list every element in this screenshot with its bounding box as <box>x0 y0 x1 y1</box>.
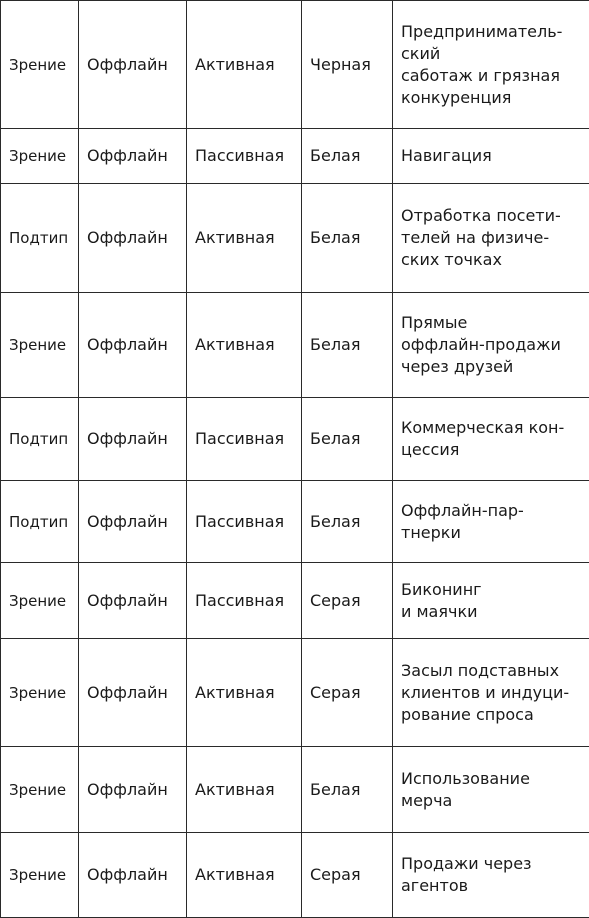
cell-color: Белая <box>302 184 393 293</box>
cell-description: Биконинг и маячки <box>393 563 589 639</box>
table-row <box>1 833 589 918</box>
cell-type: Зрение <box>1 293 79 398</box>
cell-description: Навигация <box>393 129 589 184</box>
cell-mode: Активная <box>187 833 302 918</box>
cell-color: Серая <box>302 639 393 747</box>
cell-description: Засыл подставных клиентов и индуци- рование спроса <box>393 639 589 747</box>
cell-channel: Оффлайн <box>79 398 187 481</box>
cell-color: Серая <box>302 563 393 639</box>
cell-description: Оффлайн-пар- тнерки <box>393 481 589 563</box>
cell-channel: Оффлайн <box>79 184 187 293</box>
cell-type: Подтип <box>1 398 79 481</box>
cell-description: Отработка посети- телей на физиче- ских точках <box>393 184 589 293</box>
cell-mode: Пассивная <box>187 563 302 639</box>
cell-description: Прямые оффлайн-продажи через друзей <box>393 293 589 398</box>
table-row <box>1 129 589 184</box>
cell-mode: Активная <box>187 293 302 398</box>
cell-color: Серая <box>302 833 393 918</box>
table-row <box>1 398 589 481</box>
cell-color: Черная <box>302 1 393 129</box>
cell-channel: Оффлайн <box>79 293 187 398</box>
cell-mode: Пассивная <box>187 398 302 481</box>
cell-color: Белая <box>302 293 393 398</box>
cell-type: Зрение <box>1 639 79 747</box>
cell-color: Белая <box>302 129 393 184</box>
cell-description: Продажи через агентов <box>393 833 589 918</box>
cell-mode: Активная <box>187 639 302 747</box>
cell-mode: Пассивная <box>187 129 302 184</box>
cell-mode: Пассивная <box>187 481 302 563</box>
cell-type: Зрение <box>1 833 79 918</box>
cell-channel: Оффлайн <box>79 833 187 918</box>
cell-color: Белая <box>302 481 393 563</box>
cell-channel: Оффлайн <box>79 563 187 639</box>
cell-color: Белая <box>302 747 393 833</box>
cell-color: Белая <box>302 398 393 481</box>
cell-mode: Активная <box>187 184 302 293</box>
cell-channel: Оффлайн <box>79 639 187 747</box>
cell-mode: Активная <box>187 747 302 833</box>
cell-channel: Оффлайн <box>79 481 187 563</box>
cell-type: Зрение <box>1 1 79 129</box>
cell-description: Использование мерча <box>393 747 589 833</box>
cell-description: Коммерческая кон- цессия <box>393 398 589 481</box>
table-row <box>1 747 589 833</box>
cell-type: Подтип <box>1 184 79 293</box>
cell-type: Зрение <box>1 129 79 184</box>
cell-channel: Оффлайн <box>79 129 187 184</box>
cell-channel: Оффлайн <box>79 1 187 129</box>
cell-description: Предприниматель- ский саботаж и грязная конкуренция <box>393 1 589 129</box>
cell-type: Зрение <box>1 747 79 833</box>
cell-mode: Активная <box>187 1 302 129</box>
table-row <box>1 481 589 563</box>
table-row <box>1 639 589 747</box>
table-row <box>1 1 589 129</box>
cell-channel: Оффлайн <box>79 747 187 833</box>
table-row <box>1 184 589 293</box>
cell-type: Подтип <box>1 481 79 563</box>
cell-type: Зрение <box>1 563 79 639</box>
table-row <box>1 293 589 398</box>
table-row <box>1 563 589 639</box>
